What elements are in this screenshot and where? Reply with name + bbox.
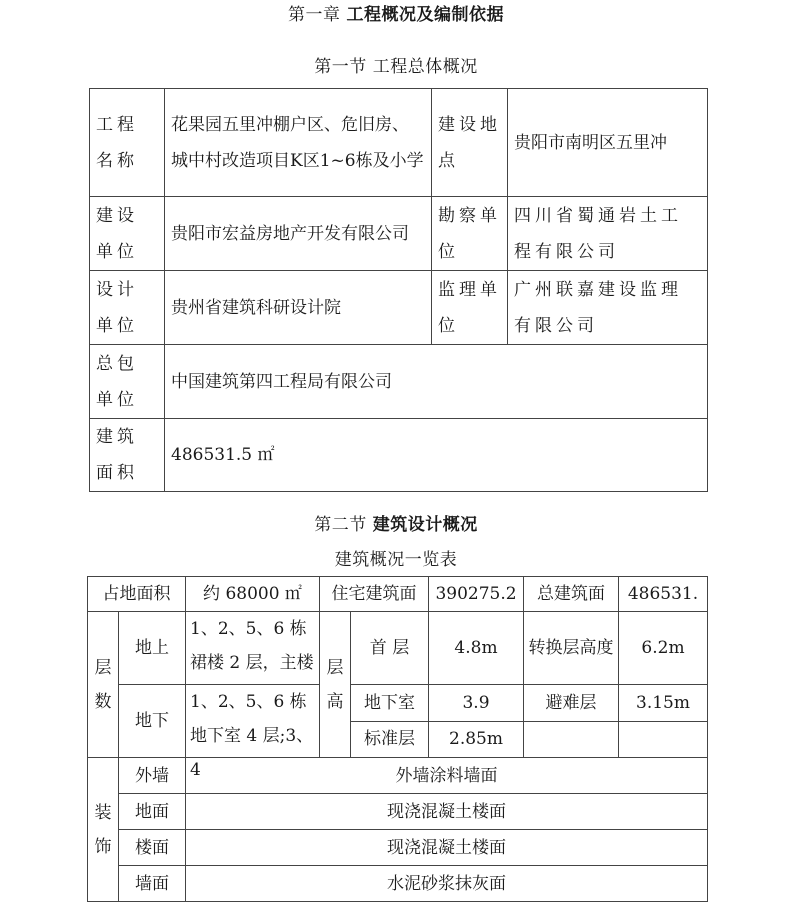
land-area-label: 占地面积: [88, 577, 186, 612]
residential-area-label: 住宅建筑面: [320, 577, 429, 612]
value-supervision-unit: 广州联嘉建设监理有限公司: [508, 271, 708, 345]
standard-floor-label: 标准层: [351, 721, 429, 758]
basement-value: 3.9: [429, 685, 524, 722]
table-row: [90, 419, 708, 492]
label-site-location: 建设地点: [432, 89, 508, 197]
chapter-title: 工程概况及编制依据: [346, 5, 504, 25]
table-row: [90, 89, 708, 197]
section2-title: 建筑设计概况: [372, 515, 478, 535]
building-overview-table: [87, 576, 708, 902]
label-building-area: 建筑面积: [90, 419, 165, 492]
above-ground-value: 1、2、5、6 栋裙楼 2 层，主楼: [186, 612, 320, 685]
wall-finish-value: 水泥砂浆抹灰面: [186, 866, 708, 902]
below-ground-label: 地下: [119, 685, 186, 758]
refuge-floor-value: 3.15m: [619, 685, 708, 722]
wall-finish-label: 墙面: [119, 866, 186, 902]
label-developer: 建设单位: [90, 197, 165, 271]
label-project-name: 工程名称: [90, 89, 165, 197]
chapter-prefix: 第一章: [288, 5, 347, 25]
value-general-contractor: 中国建筑第四工程局有限公司: [165, 345, 708, 419]
value-design-unit: 贵州省建筑科研设计院: [165, 271, 432, 345]
table-row: [90, 197, 708, 271]
transfer-floor-value: 6.2m: [619, 612, 708, 685]
empty-cell: [619, 721, 708, 758]
table-row: [88, 612, 708, 685]
table-row: [88, 685, 708, 722]
label-general-contractor: 总包单位: [90, 345, 165, 419]
label-design-unit: 设计单位: [90, 271, 165, 345]
land-area-value: 约 68000 ㎡: [186, 577, 320, 612]
value-developer: 贵阳市宏益房地产开发有限公司: [165, 197, 432, 271]
table-row: [88, 866, 708, 902]
refuge-floor-label: 避难层: [524, 685, 619, 722]
value-building-area: 486531.5 ㎡: [165, 419, 708, 492]
project-overview-table: [89, 88, 708, 492]
table-row: [88, 794, 708, 830]
total-area-value: 486531.: [619, 577, 708, 612]
label-supervision-unit: 监理单位: [432, 271, 508, 345]
floors-label: 层 数: [88, 612, 119, 758]
decoration-label: 装 饰: [88, 758, 119, 902]
value-site-location: 贵阳市南明区五里冲: [508, 89, 708, 197]
first-floor-label: 首 层: [351, 612, 429, 685]
standard-floor-value: 2.85m: [429, 721, 524, 758]
section2-prefix: 第二节: [314, 515, 373, 535]
table2-title: 建筑概况一览表: [334, 550, 458, 570]
floor-finish-label: 楼面: [119, 830, 186, 866]
exterior-wall-label: 外墙: [119, 758, 186, 794]
residential-area-value: 390275.2: [429, 577, 524, 612]
section2-heading: [0, 510, 792, 535]
ground-value: 现浇混凝土楼面: [186, 794, 708, 830]
section-heading: 第一节 工程总体概况: [314, 57, 478, 77]
basement-label: 地下室: [351, 685, 429, 722]
above-ground-label: 地上: [119, 612, 186, 685]
table-row: [88, 830, 708, 866]
value-survey-unit: 四川省蜀通岩土工程有限公司: [508, 197, 708, 271]
transfer-floor-label: 转换层高度: [524, 612, 619, 685]
table-row: [88, 758, 708, 794]
label-survey-unit: 勘察单位: [432, 197, 508, 271]
floor-finish-value: 现浇混凝土楼面: [186, 830, 708, 866]
ground-label: 地面: [119, 794, 186, 830]
empty-cell: [524, 721, 619, 758]
below-ground-value: 1、2、5、6 栋地下室 4 层;3、4: [186, 685, 320, 758]
total-area-label: 总建筑面: [524, 577, 619, 612]
value-project-name: 花果园五里冲棚户区、危旧房、城中村改造项目K区1~6栋及小学: [165, 89, 432, 197]
table-row: [90, 271, 708, 345]
exterior-wall-value: 外墙涂料墙面: [186, 758, 708, 794]
table-row: [90, 345, 708, 419]
chapter-heading: [0, 0, 792, 25]
first-floor-value: 4.8m: [429, 612, 524, 685]
floor-height-label: 层 高: [320, 612, 351, 758]
table-row: [88, 577, 708, 612]
